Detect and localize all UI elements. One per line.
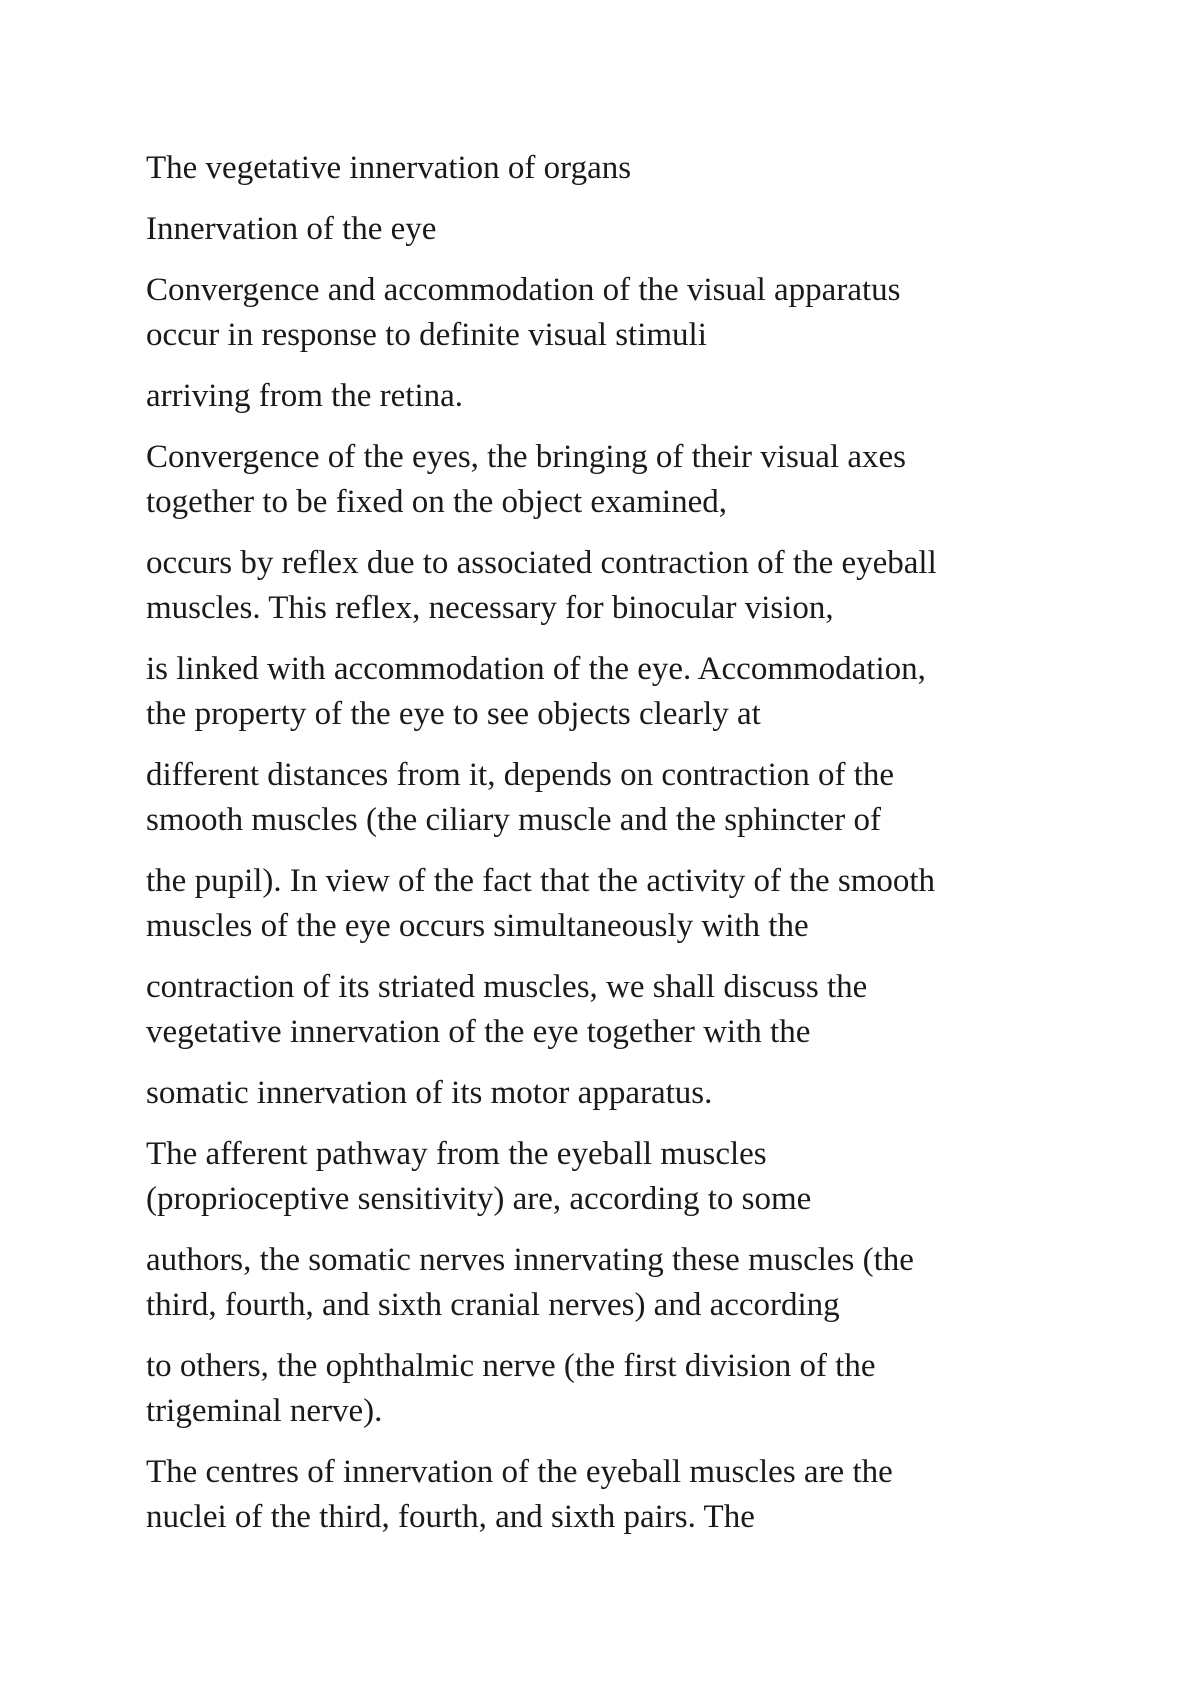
text-line: occurs by reflex due to associated contraction of the eyeball: [146, 545, 937, 581]
paragraph: [146, 1238, 1046, 1328]
paragraph: [146, 541, 1046, 631]
paragraph: [146, 753, 1046, 843]
text-line: (proprioceptive sensitivity) are, according to some: [146, 1181, 812, 1217]
text-line: contraction of its striated muscles, we shall discuss the: [146, 969, 868, 1005]
text-line: together to be fixed on the object examined,: [146, 484, 727, 520]
text-line: somatic innervation of its motor apparatus.: [146, 1075, 713, 1111]
document-body: [146, 146, 1046, 1556]
paragraph: [146, 1071, 1046, 1116]
text-line: the pupil). In view of the fact that the activity of the smooth: [146, 863, 936, 899]
paragraph: [146, 374, 1046, 419]
text-line: authors, the somatic nerves innervating these muscles (the: [146, 1242, 914, 1278]
heading-subsection: [146, 207, 1046, 252]
paragraph: [146, 1450, 1046, 1540]
text-line: vegetative innervation of the eye together with the: [146, 1014, 811, 1050]
text-line: arriving from the retina.: [146, 378, 464, 414]
text-line: The vegetative innervation of organs: [146, 150, 632, 186]
text-line: Convergence of the eyes, the bringing of their visual axes: [146, 439, 906, 475]
paragraph: [146, 435, 1046, 525]
text-line: smooth muscles (the ciliary muscle and the sphincter of: [146, 802, 881, 838]
heading-section: [146, 146, 1046, 191]
text-line: to others, the ophthalmic nerve (the first division of the: [146, 1348, 876, 1384]
paragraph: [146, 268, 1046, 358]
text-line: The centres of innervation of the eyeball muscles are the: [146, 1454, 893, 1490]
paragraph: [146, 1132, 1046, 1222]
text-line: the property of the eye to see objects clearly at: [146, 696, 761, 732]
paragraph: [146, 1344, 1046, 1434]
text-line: is linked with accommodation of the eye. Accommodation,: [146, 651, 926, 687]
text-line: muscles. This reflex, necessary for binocular vision,: [146, 590, 834, 626]
text-line: occur in response to definite visual stimuli: [146, 317, 707, 353]
text-line: The afferent pathway from the eyeball muscles: [146, 1136, 767, 1172]
text-line: third, fourth, and sixth cranial nerves) and according: [146, 1287, 840, 1323]
text-line: muscles of the eye occurs simultaneously with the: [146, 908, 809, 944]
paragraph: [146, 647, 1046, 737]
text-line: Convergence and accommodation of the visual apparatus: [146, 272, 901, 308]
paragraph: [146, 965, 1046, 1055]
text-line: trigeminal nerve).: [146, 1393, 383, 1429]
text-line: Innervation of the eye: [146, 211, 437, 247]
text-line: nuclei of the third, fourth, and sixth pairs. The: [146, 1499, 755, 1535]
paragraph: [146, 859, 1046, 949]
text-line: different distances from it, depends on contraction of the: [146, 757, 895, 793]
